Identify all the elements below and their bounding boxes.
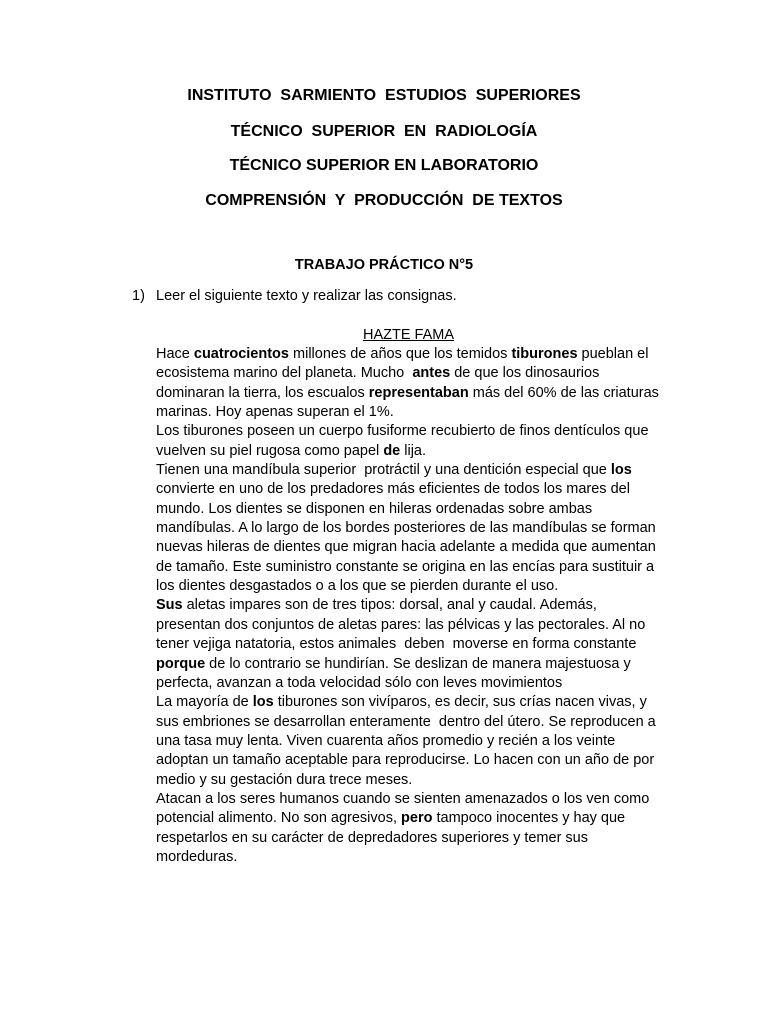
- text-run: tampoco inocentes y hay que respetarlos en su carácter de depredadores superiores y temer sus mordeduras.: [156, 810, 630, 865]
- text-run: de que los dinosaurios dominaran la tierra, los escualos: [156, 365, 604, 401]
- assignment-title: TRABAJO PRÁCTICO N°5: [294, 257, 474, 273]
- institution-heading: INSTITUTO SARMIENTO ESTUDIOS SUPERIORES: [187, 87, 581, 104]
- text-run: millones de años que los temidos: [288, 346, 512, 362]
- text-run: aletas impares son de tres tipos: dorsal, anal y caudal. Además, presentan dos conjuntos de aletas pares: las pélvicas y las pectorales. Al no tener vejiga natatoria, estos animales deben moverse en forma constante: [156, 597, 650, 653]
- text-run: Tienen una mandíbula superior protráctil y una dentición especial que: [156, 462, 611, 479]
- bold-word: antes: [412, 365, 451, 382]
- bold-word: cuatrocientos: [193, 346, 289, 362]
- story-title: HAZTE FAMA: [362, 327, 455, 343]
- bold-word: de: [383, 442, 401, 459]
- text-run: tiburones son vivíparos, es decir, sus crías nacen vivas, y sus embriones se desarrollan enteramente dentro del útero. Se reproducen a una tasa muy lenta. Viven cuarenta años promedio y recién a los veinte adoptan un tamaño aceptable para reproducirse. Lo hacen con un año de por medio y su gestación dura trece meses.: [156, 694, 660, 788]
- bold-word: tiburones: [511, 346, 578, 362]
- subject-heading: COMPRENSIÓN Y PRODUCCIÓN DE TEXTOS: [205, 192, 563, 209]
- career-heading-radiology: TÉCNICO SUPERIOR EN RADIOLOGÍA: [230, 123, 538, 140]
- story-paragraph: [156, 596, 661, 693]
- text-run: pueblan el ecosistema marino del planeta. Mucho: [156, 346, 653, 382]
- instruction-text: Leer el siguiente texto y realizar las consignas.: [156, 288, 457, 304]
- text-run: Atacan a los seres humanos cuando se sienten amenazados o los ven como potencial alimento. No son agresivos,: [156, 790, 654, 827]
- bold-word: pero: [401, 810, 433, 827]
- story-body: [156, 345, 661, 867]
- text-run: lija.: [400, 442, 427, 459]
- story-paragraph: [156, 345, 661, 422]
- text-run: convierte en uno de los predadores más eficientes de todos los mares del mundo. Los dientes se disponen en hileras ordenadas sobre ambas mandíbulas. A lo largo de los bordes posteriores de las mandíbulas se forman nuevas hileras de dientes que migran hacia adelante a medida que aumentan de tamaño. Este suministro constante se origina en las encías para sustituir a los dientes desgastados o a los que se pierden durante el uso.: [156, 462, 660, 595]
- story-paragraph: [156, 693, 661, 790]
- story-paragraph: [156, 461, 661, 596]
- text-run: La mayoría de: [156, 694, 253, 711]
- text-run: Los tiburones poseen un cuerpo fusiforme recubierto de finos dentículos que vuelven su piel rugosa como papel: [156, 423, 653, 459]
- bold-word: representaban: [368, 384, 469, 401]
- story-paragraph: [156, 422, 661, 461]
- text-run: de lo contrario se hundirían. Se deslizan de manera majestuosa y perfecta, avanzan a toda velocidad sólo con leves movimientos: [156, 655, 635, 691]
- career-heading-laboratory: TÉCNICO SUPERIOR EN LABORATORIO: [229, 157, 539, 174]
- text-run: Hace: [156, 346, 194, 362]
- bold-word: los: [252, 694, 274, 711]
- bold-word: Sus: [156, 597, 183, 614]
- bold-word: los: [610, 462, 632, 479]
- instruction-item: [132, 287, 457, 306]
- instruction-number: 1): [132, 288, 145, 304]
- text-run: más del 60% de las criaturas marinas. Hoy apenas superan el 1%.: [156, 384, 663, 421]
- story-paragraph: [156, 790, 661, 867]
- bold-word: porque: [156, 655, 206, 672]
